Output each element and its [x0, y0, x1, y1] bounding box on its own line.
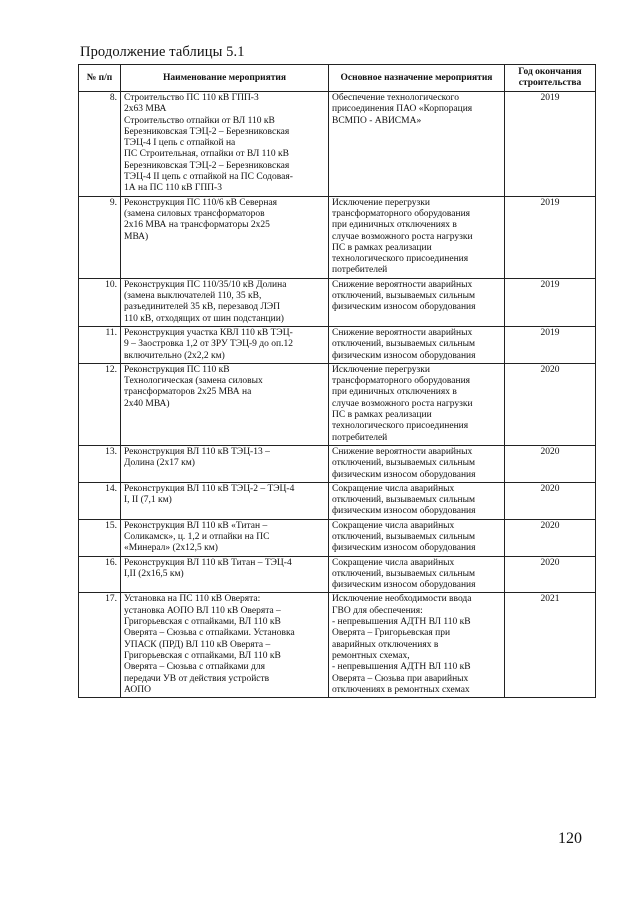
row-year: 2020	[505, 482, 596, 519]
header-num: № п/п	[79, 65, 121, 92]
row-name: Установка на ПС 110 кВ Оверята: установка АОПО ВЛ 110 кВ Оверята – Григорьевская с отпайками, ВЛ 110 кВ Оверята – Сюзьва с отпайками. Установка УПАСК (ПРД) ВЛ 110 кВ Оверята – Григорьевская с отпайками, ВЛ 110 кВ Оверята – Сюзьва с отпайками для передачи УВ от действия устройств АОПО	[121, 593, 329, 698]
row-num: 17.	[79, 593, 121, 698]
row-num: 12.	[79, 363, 121, 445]
row-year: 2019	[505, 278, 596, 326]
row-purpose: Снижение вероятности аварийных отключений, вызываемых сильным физическим износом оборудования	[329, 326, 505, 363]
row-year: 2019	[505, 326, 596, 363]
row-year: 2021	[505, 593, 596, 698]
row-num: 13.	[79, 445, 121, 482]
row-name: Строительство ПС 110 кВ ГПП-3 2х63 МВА Строительство отпайки от ВЛ 110 кВ Березниковская ТЭЦ-2 – Березниковская ТЭЦ-4 I цепь с отпайкой на ПС Строительная, отпайки от ВЛ 110 кВ Березниковская ТЭЦ-2 – Березниковская ТЭЦ-4 II цепь с отпайкой на ПС Содовая- 1А на ПС 110 кВ ГПП-3	[121, 92, 329, 197]
row-num: 8.	[79, 92, 121, 197]
row-name: Реконструкция ВЛ 110 кВ Титан – ТЭЦ-4 I,II (2х16,5 км)	[121, 556, 329, 593]
table-row	[79, 92, 596, 197]
row-purpose: Сокращение числа аварийных отключений, вызываемых сильным физическим износом оборудования	[329, 519, 505, 556]
table-header-row	[79, 65, 596, 92]
row-name: Реконструкция ПС 110/35/10 кВ Долина (замена выключателей 110, 35 кВ, разъединителей 35 кВ, перезавод ЛЭП 110 кВ, отходящих от шин подстанции)	[121, 278, 329, 326]
row-purpose: Исключение перегрузки трансформаторного оборудования при единичных отключениях в случае возможного роста нагрузки ПС в рамках реализации технологического присоединения потребителей	[329, 363, 505, 445]
row-purpose: Исключение перегрузки трансформаторного оборудования при единичных отключениях в случае возможного роста нагрузки ПС в рамках реализации технологического присоединения потребителей	[329, 196, 505, 278]
row-num: 11.	[79, 326, 121, 363]
header-year: Год окончания строительства	[505, 65, 596, 92]
row-year: 2019	[505, 92, 596, 197]
row-purpose: Сокращение числа аварийных отключений, вызываемых сильным физическим износом оборудования	[329, 556, 505, 593]
row-purpose: Сокращение числа аварийных отключений, вызываемых сильным физическим износом оборудования	[329, 482, 505, 519]
table-row	[79, 519, 596, 556]
table-row	[79, 326, 596, 363]
row-num: 15.	[79, 519, 121, 556]
row-purpose: Снижение вероятности аварийных отключений, вызываемых сильным физическим износом оборудования	[329, 445, 505, 482]
row-name: Реконструкция участка КВЛ 110 кВ ТЭЦ- 9 – Заостровка 1,2 от ЗРУ ТЭЦ-9 до оп.12 включительно (2х2,2 км)	[121, 326, 329, 363]
measures-table	[78, 64, 596, 698]
row-num: 9.	[79, 196, 121, 278]
row-num: 14.	[79, 482, 121, 519]
row-name: Реконструкция ВЛ 110 кВ ТЭЦ-13 – Долина (2х17 км)	[121, 445, 329, 482]
row-year: 2019	[505, 196, 596, 278]
row-purpose: Снижение вероятности аварийных отключений, вызываемых сильным физическим износом оборудования	[329, 278, 505, 326]
table-row	[79, 445, 596, 482]
row-name: Реконструкция ПС 110/6 кВ Северная (замена силовых трансформаторов 2х16 МВА на трансформаторы 2х25 МВА)	[121, 196, 329, 278]
table-row	[79, 593, 596, 698]
table-row	[79, 196, 596, 278]
row-year: 2020	[505, 363, 596, 445]
row-num: 10.	[79, 278, 121, 326]
table-row	[79, 278, 596, 326]
table-row	[79, 556, 596, 593]
header-name: Наименование мероприятия	[121, 65, 329, 92]
page-number: 120	[558, 830, 582, 847]
row-year: 2020	[505, 445, 596, 482]
table-row	[79, 363, 596, 445]
table-caption: Продолжение таблицы 5.1	[80, 44, 245, 60]
row-year: 2020	[505, 519, 596, 556]
row-purpose: Исключение необходимости ввода ГВО для обеспечения: - непревышения АДТН ВЛ 110 кВ Оверята – Григорьевская при аварийных отключениях в ремонтных схемах, - непревышения АДТН ВЛ 110 кВ Оверята – Сюзьва при аварийных отключениях в ремонтных схемах	[329, 593, 505, 698]
row-name: Реконструкция ВЛ 110 кВ ТЭЦ-2 – ТЭЦ-4 I, II (7,1 км)	[121, 482, 329, 519]
row-year: 2020	[505, 556, 596, 593]
row-name: Реконструкция ВЛ 110 кВ «Титан – Соликамск», ц. 1,2 и отпайки на ПС «Минерал» (2х12,5 км)	[121, 519, 329, 556]
row-name: Реконструкция ПС 110 кВ Технологическая (замена силовых трансформаторов 2х25 МВА на 2х40 МВА)	[121, 363, 329, 445]
table-row	[79, 482, 596, 519]
row-purpose: Обеспечение технологического присоединения ПАО «Корпорация ВСМПО - АВИСМА»	[329, 92, 505, 197]
row-num: 16.	[79, 556, 121, 593]
header-purpose: Основное назначение мероприятия	[329, 65, 505, 92]
